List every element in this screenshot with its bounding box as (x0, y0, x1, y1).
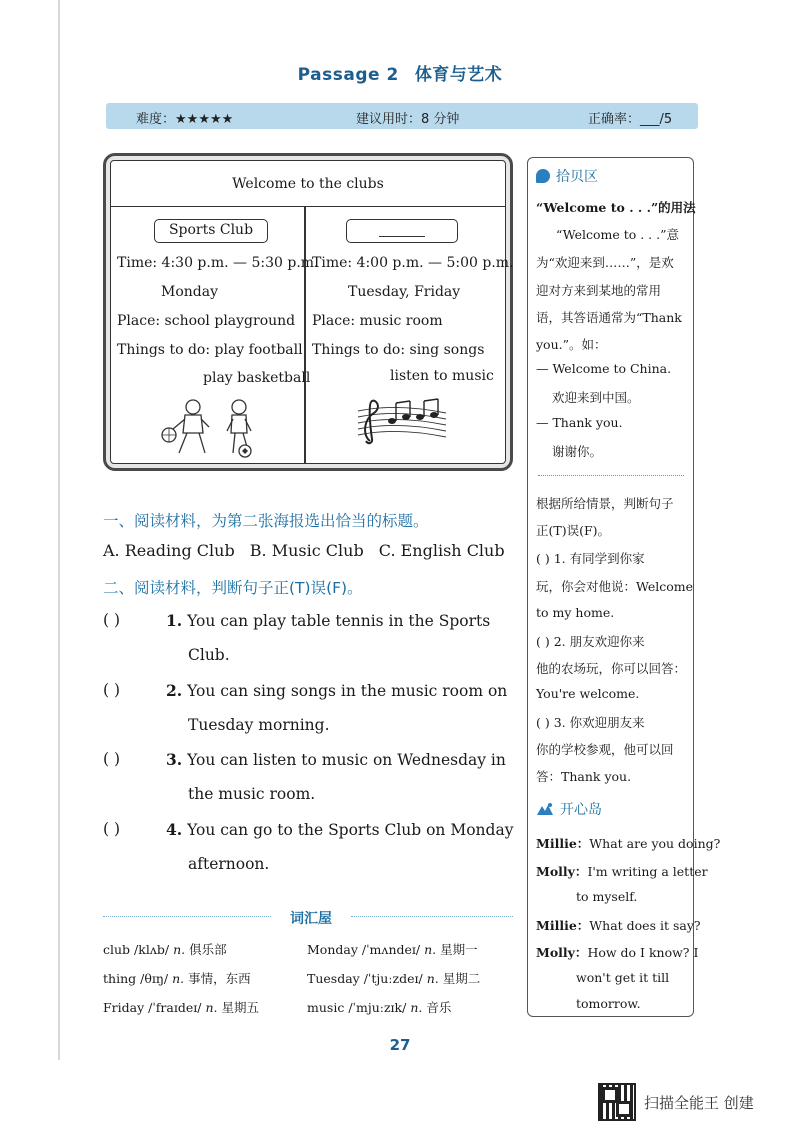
sports-club-label: Sports Club (154, 219, 268, 243)
left-things: Things to do: play football (117, 342, 303, 358)
dialogue-line: to myself. (576, 889, 638, 904)
accuracy-label: 正确率： (588, 112, 641, 127)
dialogue-line: Molly：How do I know? I (536, 945, 699, 960)
sidebar-section-title: 拾贝区 (536, 166, 598, 186)
blank-club-label (346, 219, 458, 243)
left-time: Time: 4:30 p.m. — 5:30 p.m. (117, 255, 319, 271)
sidebar-line: 语，其答语通常为“Thank (536, 310, 682, 325)
answer-paren-1[interactable]: ( ) (103, 611, 121, 629)
sidebar-line: “Welcome to . . .”的用法 (536, 200, 696, 215)
option-a[interactable]: A. Reading Club (103, 541, 235, 560)
accuracy-value: ___/5 (640, 112, 673, 127)
question-text-cont: Club. (188, 646, 230, 664)
right-place: Place: music room (312, 313, 443, 329)
left-day: Monday (161, 284, 218, 300)
section-2-heading: 二、阅读材料，判断句子正(T)误(F)。 (103, 579, 363, 597)
vocab-header (103, 908, 513, 926)
scanner-text: 扫描全能王 创建 (644, 1093, 754, 1112)
page-number: 27 (389, 1036, 411, 1054)
vocab-item: Monday /ˈmʌndeɪ/ n. 星期一 (307, 942, 478, 957)
question-text-cont: afternoon. (188, 855, 270, 873)
section-1-options (103, 541, 505, 560)
difficulty-stars: ★★★★★ (175, 112, 234, 127)
dialogue-line: Millie：What does it say? (536, 918, 701, 933)
sidebar-task-line: 答：Thank you. (536, 769, 632, 784)
sidebar-divider (538, 475, 684, 476)
dialogue-line: Molly：I'm writing a letter (536, 864, 708, 879)
vocab-item: thing /θɪŋ/ n. 事情，东西 (103, 971, 251, 986)
poster-divider (304, 207, 306, 463)
sidebar-task-line: 你的学校参观，他可以回 (536, 742, 674, 757)
sports-kids-illustration (159, 397, 269, 459)
sidebar (527, 157, 721, 1017)
section-1-heading: 一、阅读材料，为第二张海报选出恰当的标题。 (103, 512, 429, 530)
question-text: You can listen to music on Wednesday in (187, 751, 506, 769)
vocab-item: music /ˈmjuːzɪk/ n. 音乐 (307, 1000, 452, 1015)
dialogue-line: tomorrow. (576, 996, 641, 1011)
accuracy (588, 108, 672, 127)
option-c[interactable]: C. English Club (378, 541, 505, 560)
island-icon (536, 802, 554, 816)
sidebar-section-title-2: 开心岛 (536, 799, 602, 819)
sidebar-task-line[interactable]: ( ) 2. 朋友欢迎你来 (536, 634, 645, 649)
info-bar (106, 103, 698, 129)
sidebar-line: 为“欢迎来到……”，是欢 (536, 255, 674, 270)
sidebar-task-line: 根据所给情景，判断句子 (536, 496, 674, 511)
question-number: 1. (166, 611, 183, 630)
vocab-item: club /klʌb/ n. 俱乐部 (103, 942, 227, 957)
club-poster (103, 153, 513, 471)
sidebar-task-line: to my home. (536, 605, 615, 620)
qr-code-icon[interactable] (598, 1083, 636, 1121)
difficulty (136, 108, 233, 127)
sidebar-line: “Welcome to . . .”意 (556, 227, 679, 242)
sidebar-task-line[interactable]: ( ) 3. 你欢迎朋友来 (536, 715, 645, 730)
sidebar-line: 迎对方来到某地的常用 (536, 283, 662, 298)
answer-paren-2[interactable]: ( ) (103, 681, 121, 699)
sidebar-task-line: 正(T)误(F)。 (536, 523, 611, 538)
sidebar-line: you.”。如： (536, 337, 607, 352)
sidebar-line: 欢迎来到中国。 (552, 390, 640, 405)
sidebar-task-line: 玩，你会对他说：Welcome (536, 579, 694, 594)
sidebar-line: 谢谢你。 (552, 444, 603, 459)
page-edge (58, 0, 60, 1060)
sidebar-task-line: You're welcome. (536, 686, 640, 701)
answer-paren-3[interactable]: ( ) (103, 750, 121, 768)
question-text-cont: the music room. (188, 785, 316, 803)
sidebar-line: — Welcome to China. (536, 361, 672, 376)
question-text-cont: Tuesday morning. (188, 716, 330, 734)
option-b[interactable]: B. Music Club (249, 541, 364, 560)
blank-title-line[interactable] (379, 223, 425, 237)
vocab-item: Tuesday /ˈtjuːzdeɪ/ n. 星期二 (307, 971, 481, 986)
question-text: You can play table tennis in the Sports (187, 612, 491, 630)
topic-label: 体育与艺术 (414, 65, 503, 85)
question-number: 2. (166, 681, 183, 700)
suggested-time: 建议用时：8 分钟 (356, 112, 460, 127)
question-number: 4. (166, 820, 183, 839)
right-time: Time: 4:00 p.m. — 5:00 p.m. (312, 255, 514, 271)
sidebar-task-line: 他的农场玩，你可以回答： (536, 661, 687, 676)
sidebar-line: — Thank you. (536, 415, 623, 430)
difficulty-label: 难度： (136, 112, 176, 127)
page-title (0, 60, 800, 85)
right-things-2: listen to music (390, 368, 494, 384)
answer-paren-4[interactable]: ( ) (103, 820, 121, 838)
left-place: Place: school playground (117, 313, 296, 329)
right-things: Things to do: sing songs (312, 342, 485, 358)
dialogue-line: won't get it till (576, 970, 670, 985)
left-things-2: play basketball (203, 370, 311, 386)
vocab-item: Friday /ˈfraɪdeɪ/ n. 星期五 (103, 1000, 259, 1015)
right-day: Tuesday, Friday (348, 284, 461, 300)
vocab-title: 词汇屋 (290, 911, 332, 927)
question-text: You can sing songs in the music room on (187, 682, 508, 700)
question-text: You can go to the Sports Club on Monday (187, 821, 514, 839)
sidebar-task-line[interactable]: ( ) 1. 有同学到你家 (536, 551, 645, 566)
music-notes-illustration (356, 395, 448, 445)
scanner-footer (598, 1083, 754, 1121)
passage-label: Passage 2 (297, 65, 399, 85)
question-number: 3. (166, 750, 183, 769)
poster-title: Welcome to the clubs (111, 161, 505, 207)
dialogue-line: Millie：What are you doing? (536, 836, 721, 851)
shell-icon (536, 169, 550, 183)
